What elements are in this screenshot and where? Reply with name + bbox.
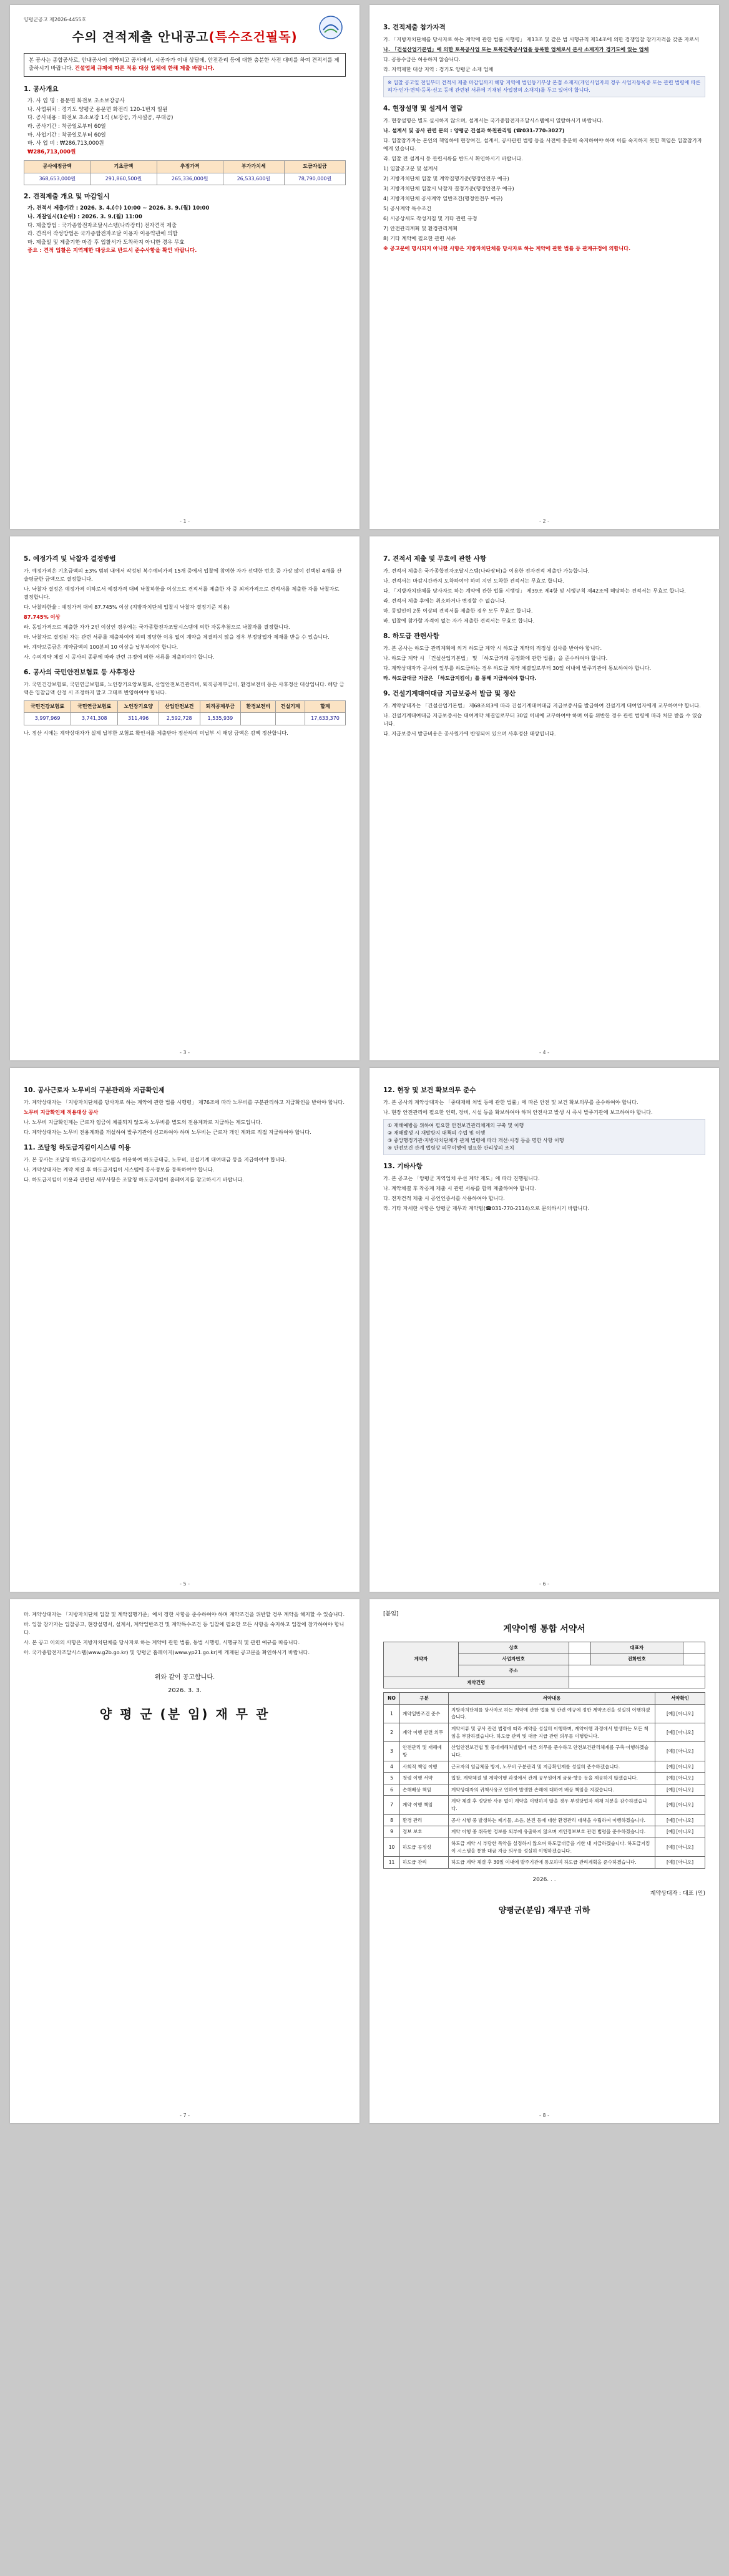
- form-pledge-table: [383, 1692, 705, 1869]
- form-work-field[interactable]: [569, 1677, 705, 1688]
- section-other-heading: 13. 기타사항: [383, 1163, 423, 1171]
- subcontract-item: 나. 하도급 계약 시 「건설산업기본법」 및 「하도급거래 공정화에 관한 법률」을 준수하여야 합니다.: [383, 655, 608, 662]
- safety-box-item: ③ 중앙행정기관·지방자치단체가 관계 법령에 따라 개선·시정 등을 명한 사항 이행: [388, 1138, 564, 1144]
- machinery-item: 나. 건설기계대여대금 지급보증서는 대여계약 체결일로부터 30일 이내에 교부하여야 하며 이를 위반한 경우 관련 법령에 따라 처분 받을 수 있습니다.: [383, 712, 702, 727]
- attachment-tag: [붙임]: [383, 1611, 399, 1617]
- pledge-kind: 계약일반조건 준수: [400, 1704, 449, 1723]
- form-bizno-label: 사업자번호: [459, 1654, 569, 1665]
- final-para: 바. 입찰 참가자는 입찰공고, 현장설명서, 설계서, 계약일반조건 및 계약특수조건 등 입찰에 필요한 모든 사항을 숙지하고 입찰에 참가하여야 합니다.: [24, 1620, 345, 1635]
- pledge-text: 입찰, 계약체결 및 계약이행 과정에서 관계 공무원에게 금품·향응 등을 제공하지 않겠습니다.: [449, 1773, 655, 1784]
- site-doc: 7) 안전관리계획 및 환경관리계획: [383, 225, 458, 231]
- amount-header: 공사예정금액: [24, 161, 91, 173]
- final-para: 아. 국가종합전자조달시스템(www.g2b.go.kr) 및 양평군 홈페이지(www.yp21.go.kr)에 게재된 공고문을 확인하시기 바랍니다.: [24, 1649, 310, 1655]
- pledge-check[interactable]: [예] [아니오]: [655, 1773, 705, 1784]
- page-1: [10, 5, 360, 529]
- pledge-check[interactable]: [예] [아니오]: [655, 1857, 705, 1869]
- safety-box: [383, 1119, 705, 1155]
- pledge-no: 6: [384, 1784, 400, 1796]
- pledge-row: [384, 1857, 705, 1869]
- overview-item: 다. 공사내용 : 화전보 초소보강 1식 (보강공, 가시설공, 부대공): [27, 115, 174, 122]
- form-date: 2026. . .: [532, 1876, 556, 1883]
- pledge-row: [384, 1784, 705, 1796]
- form-name-label: 상호: [459, 1642, 569, 1654]
- pledge-check[interactable]: [예] [아니오]: [655, 1761, 705, 1773]
- insurance-header: 환경보전비: [241, 700, 276, 712]
- pledge-text: 계약상대자의 귀책사유로 인하여 발생한 손해에 대하여 배상 책임을 지겠습니다.: [449, 1784, 655, 1796]
- pledge-kind: 하도급 관리: [400, 1857, 449, 1869]
- pledge-text: 공사 시행 중 발생하는 폐기물, 소음, 분진 등에 대한 환경관리 대책을 수립하여 이행하겠습니다.: [449, 1814, 655, 1826]
- page-number: - 4 -: [539, 1050, 549, 1055]
- schedule-item: 라. 견적서 작성방법은 국가종합전자조달 이용자 이용약관에 의함: [27, 231, 178, 238]
- insurance-tail: 나. 정산 시에는 계약상대자가 실제 납부한 보험료 확인서를 제출받아 정산하며 미납부 시 해당 금액은 감액 정산합니다.: [24, 729, 288, 736]
- page-5: [10, 1068, 360, 1592]
- page-8: [369, 1599, 719, 2123]
- insurance-cell: [276, 713, 305, 725]
- page-6: [369, 1068, 719, 1592]
- pledge-row: [384, 1761, 705, 1773]
- pledge-text: 계약 이행 중 취득한 정보를 외부에 유출하지 않으며 개인정보보호 관련 법령을 준수하겠습니다.: [449, 1826, 655, 1838]
- other-item: 라. 기타 자세한 사항은 양평군 재무과 계약팀(☎031-770-2114)으로 문의하시기 바랍니다.: [383, 1205, 589, 1212]
- pledge-kind: 환경 관리: [400, 1814, 449, 1826]
- form-rep-label: 대표자: [590, 1642, 683, 1654]
- site-doc: 1) 입찰공고문 및 설계서: [383, 165, 438, 172]
- signatory: 양 평 군 (분 임) 재 무 관: [99, 1706, 270, 1721]
- section-overview-heading: 1. 공사개요: [24, 85, 59, 93]
- doc-number: 양평군공고 제2026-4455호: [24, 17, 87, 22]
- other-item: 나. 계약체결 후 착공계 제출 시 관련 서류를 함께 제출하여야 합니다.: [383, 1185, 536, 1192]
- closing-date: 2026. 3. 3.: [167, 1687, 202, 1695]
- pledge-kind: 계약 이행 관련 의무: [400, 1723, 449, 1742]
- section-insurance-heading: 6. 공사의 국민안전보험료 등 사후정산: [24, 668, 135, 676]
- schedule-item: 나. 개찰일시(1순위) : 2026. 3. 9.(월) 11:00: [27, 213, 142, 220]
- page-3: [10, 536, 360, 1060]
- eligibility-item-text: 나. 「건설산업기본법」에 의한 토목공사업 또는 토목건축공사업을 등록한 업체로서 본사 소재지가 경기도에 있는 업체: [383, 46, 649, 53]
- site-item: 라. 입찰 전 설계서 등 관련서류를 반드시 확인하시기 바랍니다.: [383, 155, 523, 162]
- pledge-check[interactable]: [예] [아니오]: [655, 1704, 705, 1723]
- form-address-field[interactable]: [569, 1665, 705, 1677]
- submission-item: 다. 「지방자치단체를 당사자로 하는 계약에 관한 법률 시행령」 제39조 제4항 및 시행규칙 제42조에 해당하는 견적서는 무효로 합니다.: [383, 588, 686, 594]
- subcontract-item: 라. 하도급대금 지급은 「하도급지킴이」를 통해 지급하여야 합니다.: [383, 675, 537, 682]
- page-number: - 7 -: [180, 2113, 190, 2118]
- insurance-header: 노인장기요양: [118, 700, 159, 712]
- eligibility-note: [383, 76, 705, 97]
- pledge-row: [384, 1838, 705, 1856]
- pledge-kind: 하도급 공정성: [400, 1838, 449, 1856]
- insurance-cell: [241, 713, 276, 725]
- pricing-item: 라. 동일가격으로 제출한 자가 2인 이상인 경우에는 국가종합전자조달시스템에 의한 자동추첨으로 낙찰자를 결정합니다.: [24, 623, 290, 630]
- site-doc: 2) 지방자치단체 입찰 및 계약집행기준(행정안전부 예규): [383, 175, 509, 182]
- amount-cell: 265,336,000원: [157, 173, 223, 185]
- notice-intro-box: [24, 53, 346, 77]
- eligibility-item: 가. 「지방자치단체를 당사자로 하는 계약에 관한 법률 시행령」 제13조 및 같은 법 시행규칙 제14조에 의한 경쟁입찰 참가자격을 갖춘 자로서: [383, 36, 699, 43]
- pledge-row: [384, 1814, 705, 1826]
- pledge-row: [384, 1773, 705, 1784]
- site-doc: 5) 공사계약 특수조건: [383, 205, 431, 211]
- schedule-emphasis: 중요 : 견적 입찰은 지역제한 대상으로 반드시 준수사항을 확인 바랍니다.: [27, 248, 197, 254]
- overview-item: 가. 사 업 명 : 용문면 화전보 초소보강공사: [27, 98, 125, 105]
- safety-item: 나. 현장 안전관리에 필요한 인력, 장비, 시설 등을 확보하여야 하며 안전사고 발생 시 즉시 발주기관에 보고하여야 합니다.: [383, 1109, 653, 1116]
- form-address-label: 주소: [459, 1665, 569, 1677]
- pledge-no: 10: [384, 1838, 400, 1856]
- pledge-no: 9: [384, 1826, 400, 1838]
- submission-item: 마. 동일인이 2통 이상의 견적서를 제출한 경우 모두 무효로 합니다.: [383, 608, 533, 614]
- schedule-item: 마. 제출일 및 제출기한 마감 후 입찰서가 도착하지 아니한 경우 무효: [27, 239, 185, 246]
- amount-cell: 291,860,500원: [91, 173, 157, 185]
- insurance-cell: 17,633,370: [305, 713, 346, 725]
- pricing-item: 다. 낙찰하한율 : 예정가격 대비 87.745% 이상 (지방자치단체 입찰시 낙찰자 결정기준 적용): [24, 604, 230, 611]
- insurance-cell: 2,592,728: [159, 713, 200, 725]
- eligibility-item: 다. 공동수급은 허용하지 않습니다.: [383, 56, 461, 63]
- form-signature-line: 계약상대자 : 대표 (인): [650, 1890, 705, 1897]
- schedule-item: 가. 견적서 제출기간 : 2026. 3. 4.(수) 10:00 ~ 2026. 3. 9.(월) 10:00: [27, 205, 210, 212]
- pledge-check[interactable]: [예] [아니오]: [655, 1814, 705, 1826]
- pledge-kind: 계약 이행 책임: [400, 1796, 449, 1814]
- pledge-text: 계약서류 및 공사 관련 법령에 따라 계약을 성실히 이행하며, 계약이행 과정에서 발생하는 모든 책임을 부담하겠습니다. 하도급 관리 및 대금 지급 관련 의무를 이행합니다.: [449, 1723, 655, 1742]
- form-title: 계약이행 통합 서약서: [503, 1624, 585, 1634]
- form-addressee: 양평군(분임) 재무관 귀하: [498, 1905, 590, 1915]
- notice-title-highlight: (특수조건필독): [208, 29, 298, 45]
- other-item: 가. 본 공고는 「양평군 지역업체 우선 계약 제도」에 따라 진행됩니다.: [383, 1175, 540, 1182]
- pricing-item: 가. 예정가격은 기초금액의 ±3% 범위 내에서 작성된 복수예비가격 15개 중에서 입찰에 참여한 자가 선택한 번호 중 가장 많이 선택된 4개를 산술평균한 금액으로 결정합니다.: [24, 568, 342, 583]
- page-7: [10, 1599, 360, 2123]
- submission-item: 라. 견적서 제출 후에는 취소하거나 변경할 수 없습니다.: [383, 598, 507, 604]
- form-phone-field[interactable]: [683, 1654, 705, 1665]
- pledge-check[interactable]: [예] [아니오]: [655, 1796, 705, 1814]
- submission-item: 가. 견적서 제출은 국가종합전자조달시스템(나라장터)을 이용한 전자견적 제출만 가능합니다.: [383, 568, 590, 574]
- subcontract-item: 다. 계약상대자가 공사의 일부를 하도급하는 경우 하도급 계약 체결일로부터 30일 이내에 발주기관에 통보하여야 합니다.: [383, 665, 652, 672]
- section-subwatch-heading: 11. 조달청 하도급지킴이시스템 이용: [24, 1144, 131, 1152]
- amount-cell: 78,790,000원: [284, 173, 345, 185]
- form-work-label: 계약건명: [384, 1677, 569, 1688]
- insurance-cell: 311,496: [118, 713, 159, 725]
- insurance-header: 국민건강보험료: [24, 700, 71, 712]
- pledge-kind: 사회적 책임 이행: [400, 1761, 449, 1773]
- subwatch-item: 나. 계약상대자는 계약 체결 후 하도급지킴이 시스템에 공사정보를 등록하여야 합니다.: [24, 1166, 215, 1173]
- pledge-no: 11: [384, 1857, 400, 1869]
- eligibility-item: [383, 46, 705, 54]
- site-doc: 6) 시공상세도 작성지침 및 기타 관련 규정: [383, 215, 477, 221]
- other-item: 다. 전자견적 제출 시 공인인증서를 사용하여야 합니다.: [383, 1195, 505, 1202]
- pledge-no: 3: [384, 1742, 400, 1761]
- site-doc: 4) 지방자치단체 공사계약 일반조건(행정안전부 예규): [383, 195, 503, 201]
- page-4: [369, 536, 719, 1060]
- section-site-heading: 4. 현장설명 및 설계서 열람: [383, 105, 463, 113]
- insurance-header: 건설기계: [276, 700, 305, 712]
- section-machinery-heading: 9. 건설기계대여대금 지급보증서 발급 및 정산: [383, 690, 516, 698]
- page-2: [369, 5, 719, 529]
- pledge-row: [384, 1826, 705, 1838]
- pledge-text: 하도급 계약 체결 후 30일 이내에 발주기관에 통보하며 하도급 관리계획을 준수하겠습니다.: [449, 1857, 655, 1869]
- pledge-text: 지방자치단체를 당사자로 하는 계약에 관한 법률 및 관련 예규에 정한 계약조건을 성실히 이행하겠습니다.: [449, 1704, 655, 1723]
- pledge-kind: 정보 보호: [400, 1826, 449, 1838]
- overview-item: 라. 공사기간 : 착공일로부터 60일: [27, 123, 106, 130]
- submission-item: 나. 견적서는 마감시간까지 도착하여야 하며 지연 도착한 견적서는 무효로 합니다.: [383, 578, 564, 584]
- pledge-check[interactable]: [예] [아니오]: [655, 1838, 705, 1856]
- insurance-cell: 3,997,969: [24, 713, 71, 725]
- submission-item: 바. 입찰에 참가할 자격이 없는 자가 제출한 견적서는 무효로 합니다.: [383, 617, 535, 624]
- amount-header: 부가가치세: [223, 161, 284, 173]
- site-doc: 3) 지방자치단체 입찰시 낙찰자 결정기준(행정안전부 예규): [383, 185, 514, 192]
- pledge-kind: 안전관리 및 재해예방: [400, 1742, 449, 1761]
- insurance-header: 국민연금보험료: [71, 700, 118, 712]
- overview-item: 바. 사 업 비 : ₩286,713,000원: [27, 140, 104, 147]
- section-safety-heading: 12. 현장 및 보건 확보의무 준수: [383, 1087, 476, 1094]
- insurance-cell: 3,741,308: [71, 713, 118, 725]
- amount-cell: 368,653,000원: [24, 173, 91, 185]
- page-number: - 5 -: [180, 1581, 190, 1587]
- insurance-para: 가. 국민건강보험료, 국민연금보험료, 노인장기요양보험료, 산업안전보건관리비, 퇴직공제부금비, 환경보전비 등은 사후정산 대상입니다. 해당 금액은 입찰금액 산정 시 조정하지 말고 그대로 반영하여야 합니다.: [24, 681, 345, 696]
- notice-intro: 본 공사는 종합공사로, 안내공사이 계약되고 공사에서, 시공자가 이내 상담에, 안전관리 등에 대한 충분한 사전 대비를 하여 견적서를 제출하시기 바랍니다.: [29, 57, 340, 72]
- col-content: 서약내용: [449, 1693, 655, 1705]
- final-para: 사. 본 공고 이외의 사항은 지방자치단체를 당사자로 하는 계약에 관한 법률, 동법 시행령, 시행규칙 및 관련 예규를 따릅니다.: [24, 1639, 300, 1645]
- pledge-text: 계약 체결 후 정당한 사유 없이 계약을 이행하지 않을 경우 부정당업자 제재 처분을 감수하겠습니다.: [449, 1796, 655, 1814]
- notice-title: [24, 27, 346, 47]
- pledge-no: 4: [384, 1761, 400, 1773]
- form-name-field[interactable]: [569, 1642, 590, 1654]
- amount-table: [24, 160, 346, 185]
- pledge-row: [384, 1742, 705, 1761]
- col-kind: 구분: [400, 1693, 449, 1705]
- form-company-label: 계약자: [384, 1642, 459, 1677]
- amount-header: 추정가격: [157, 161, 223, 173]
- overview-item: 나. 사업위치 : 경기도 양평군 용문면 화전리 120-1번지 일원: [27, 106, 168, 113]
- pledge-kind: 청렴 이행 서약: [400, 1773, 449, 1784]
- machinery-item: 가. 계약상대자는 「건설산업기본법」 제68조의3에 따라 건설기계대여대금 지급보증서를 발급하여 건설기계 대여업자에게 교부하여야 합니다.: [383, 702, 701, 709]
- pledge-check[interactable]: [예] [아니오]: [655, 1723, 705, 1742]
- insurance-header: 합계: [305, 700, 346, 712]
- pledge-check[interactable]: [예] [아니오]: [655, 1826, 705, 1838]
- page-number: - 6 -: [539, 1581, 549, 1587]
- form-header-table: [383, 1642, 705, 1689]
- pricing-item: 바. 계약보증금은 계약금액의 100분의 10 이상을 납부하여야 합니다.: [24, 643, 179, 650]
- pledge-no: 1: [384, 1704, 400, 1723]
- safety-box-item: ① 재해예방을 위하여 필요한 안전보건관리체계의 구축 및 이행: [388, 1123, 524, 1129]
- page-number: - 8 -: [539, 2113, 549, 2118]
- schedule-item: 다. 제출방법 : 국가종합전자조달시스템(나라장터) 전자견적 제출: [27, 222, 177, 229]
- form-phone-label: 전화번호: [590, 1654, 683, 1665]
- pledge-no: 5: [384, 1773, 400, 1784]
- pledge-row: [384, 1723, 705, 1742]
- pledge-text: 근로자의 임금체불 방지, 노무비 구분관리 및 지급확인제를 성실히 준수하겠습니다.: [449, 1761, 655, 1773]
- pledge-no: 8: [384, 1814, 400, 1826]
- eligibility-note-text: ※ 입찰 공고일 전일부터 견적서 제출 마감일까지 해당 지역에 법인등기부상 본점 소재지(개인사업자의 경우 사업자등록증 또는 관련 법령에 따른 허가·인가·면허·등록·신고 등에 관련된 서류에 기재된 사업장의 소재지)를 두고 있어야 합니다.: [388, 80, 701, 94]
- pledge-no: 7: [384, 1796, 400, 1814]
- page-number: - 3 -: [180, 1050, 190, 1055]
- pledge-check[interactable]: [예] [아니오]: [655, 1742, 705, 1761]
- safety-box-item: ② 재해발생 시 재발방지 대책의 수립 및 이행: [388, 1130, 486, 1136]
- county-emblem-icon: [318, 15, 343, 40]
- overview-budget-emphasis: ₩286,713,000원: [27, 148, 76, 155]
- eligibility-item: 라. 지역제한 대상 지역 : 경기도 양평군 소재 업체: [383, 66, 494, 73]
- safety-box-item: ④ 안전보건 관계 법령상 의무이행에 필요한 관리상의 조치: [388, 1145, 514, 1151]
- safety-item: 가. 본 공사의 계약상대자는 「중대재해 처벌 등에 관한 법률」에 따른 안전 및 보건 확보의무를 준수하여야 합니다.: [383, 1099, 638, 1106]
- amount-cell: 26,533,600원: [223, 173, 284, 185]
- amount-header: 도급자설금: [284, 161, 345, 173]
- site-item: 다. 입찰참가자는 본인의 책임하에 현장여건, 설계서, 공사관련 법령 등을 사전에 충분히 숙지하여야 하며 이를 숙지하지 못한 책임은 입찰참가자에게 있습니다.: [383, 137, 702, 152]
- pricing-item: 사. 수의계약 체결 시 공사의 종류에 따라 관련 규정에 의한 서류를 제출하여야 합니다.: [24, 653, 215, 660]
- section-submission-heading: 7. 견적서 제출 및 무효에 관한 사항: [383, 555, 487, 563]
- section-subcontract-heading: 8. 하도급 관련사항: [383, 632, 439, 640]
- pricing-emphasis: 87.745% 이상: [24, 614, 61, 621]
- closing-text: 위와 같이 공고합니다.: [154, 1673, 215, 1681]
- section-schedule-heading: 2. 견적제출 개요 및 마감일시: [24, 193, 110, 201]
- site-tail: ※ 공고문에 명시되지 아니한 사항은 지방자치단체를 당사자로 하는 계약에 관한 법률 등 관계규정에 의합니다.: [383, 245, 631, 251]
- notice-intro-emphasis: 건설업체 규제에 따른 적용 대상 업체에 한해 제출 바랍니다.: [74, 65, 215, 72]
- site-item: 나. 설계서 및 공사 관련 문의 : 양평군 건설과 하천관리팀 (☎031-770-3027): [383, 127, 565, 134]
- subwatch-item: 가. 본 공사는 조달청 하도급지킴이시스템을 이용하여 하도급대금, 노무비, 건설기계 대여대금 등을 지급하여야 합니다.: [24, 1156, 287, 1163]
- insurance-header: 산업안전보건: [159, 700, 200, 712]
- pledge-no: 2: [384, 1723, 400, 1742]
- form-rep-field[interactable]: [683, 1642, 705, 1654]
- pledge-text: 산업안전보건법 및 중대재해처벌법에 따른 의무를 준수하고 안전보건관리체계를 구축·이행하겠습니다.: [449, 1742, 655, 1761]
- insurance-cell: 1,535,939: [200, 713, 241, 725]
- pledge-row: [384, 1796, 705, 1814]
- pricing-item: 나. 낙찰자 결정은 예정가격 이하로서 예정가격 대비 낙찰하한율 이상으로 견적서를 제출한 자 중 최저가격으로 견적서를 제출한 자를 낙찰자로 결정합니다.: [24, 586, 340, 601]
- site-item: 가. 현장설명은 별도 실시하지 않으며, 설계서는 국가종합전자조달시스템에서 열람하시기 바랍니다.: [383, 117, 604, 124]
- col-check: 서약확인: [655, 1693, 705, 1705]
- form-bizno-field[interactable]: [569, 1654, 590, 1665]
- pricing-item: 마. 낙찰자로 결정된 자는 관련 서류를 제출하여야 하며 정당한 이유 없이 계약을 체결하지 않을 경우 부정당업자 제재를 받을 수 있습니다.: [24, 633, 330, 640]
- subwatch-item: 다. 하도급지킴이 이용과 관련된 세부사항은 조달청 하도급지킴이 홈페이지를 참고하시기 바랍니다.: [24, 1176, 244, 1183]
- site-doc: 8) 기타 계약에 필요한 관련 서류: [383, 235, 456, 241]
- pledge-check[interactable]: [예] [아니오]: [655, 1784, 705, 1796]
- section-eligibility-heading: 3. 견적제출 참가자격: [383, 24, 446, 31]
- notice-title-main: 수의 견적제출 안내공고: [72, 29, 209, 45]
- overview-item: 마. 사업기간 : 착공일로부터 60일: [27, 132, 106, 138]
- labor-emphasis: 노무비 지급확인제 적용대상 공사: [24, 1109, 99, 1116]
- insurance-table: [24, 700, 346, 725]
- insurance-header: 퇴직공제부금: [200, 700, 241, 712]
- subcontract-item: 가. 본 공사는 하도급 관리계획에 의거 하도급 계약 시 하도급 계약의 적정성 심사를 받아야 합니다.: [383, 645, 602, 652]
- machinery-item: 다. 지급보증서 발급비용은 공사원가에 반영되어 있으며 사후정산 대상입니다.: [383, 730, 556, 737]
- pledge-text: 하도급 계약 시 부당한 특약을 설정하지 않으며 하도급대금을 기한 내 지급하겠습니다. 하도급지킴이 시스템을 통한 대금 지급 의무를 성실히 이행하겠습니다.: [449, 1838, 655, 1856]
- labor-item: 가. 계약상대자는 「지방자치단체를 당사자로 하는 계약에 관한 법률 시행령」 제76조에 따라 노무비를 구분관리하고 지급확인을 받아야 합니다.: [24, 1099, 345, 1106]
- pledge-kind: 손해배상 책임: [400, 1784, 449, 1796]
- labor-item: 나. 노무비 지급확인제는 근로자 임금이 체불되지 않도록 노무비를 별도의 전용계좌로 지급하는 제도입니다.: [24, 1119, 262, 1126]
- section-labor-heading: 10. 공사근로자 노무비의 구분관리와 지급확인제: [24, 1087, 165, 1094]
- col-no: NO: [384, 1693, 400, 1705]
- section-pricing-heading: 5. 예정가격 및 낙찰자 결정방법: [24, 555, 116, 563]
- labor-item: 다. 계약상대자는 노무비 전용계좌를 개설하여 발주기관에 신고하여야 하며 노무비는 근로자 개인 계좌로 직접 지급하여야 합니다.: [24, 1129, 311, 1136]
- page-number: - 1 -: [180, 518, 190, 524]
- page-number: - 2 -: [539, 518, 549, 524]
- pledge-row: [384, 1704, 705, 1723]
- amount-header: 기초금액: [91, 161, 157, 173]
- final-para: 마. 계약상대자는 「지방자치단체 입찰 및 계약집행기준」에서 정한 사항을 준수하여야 하며 계약조건을 위반할 경우 계약을 해지할 수 있습니다.: [24, 1611, 345, 1617]
